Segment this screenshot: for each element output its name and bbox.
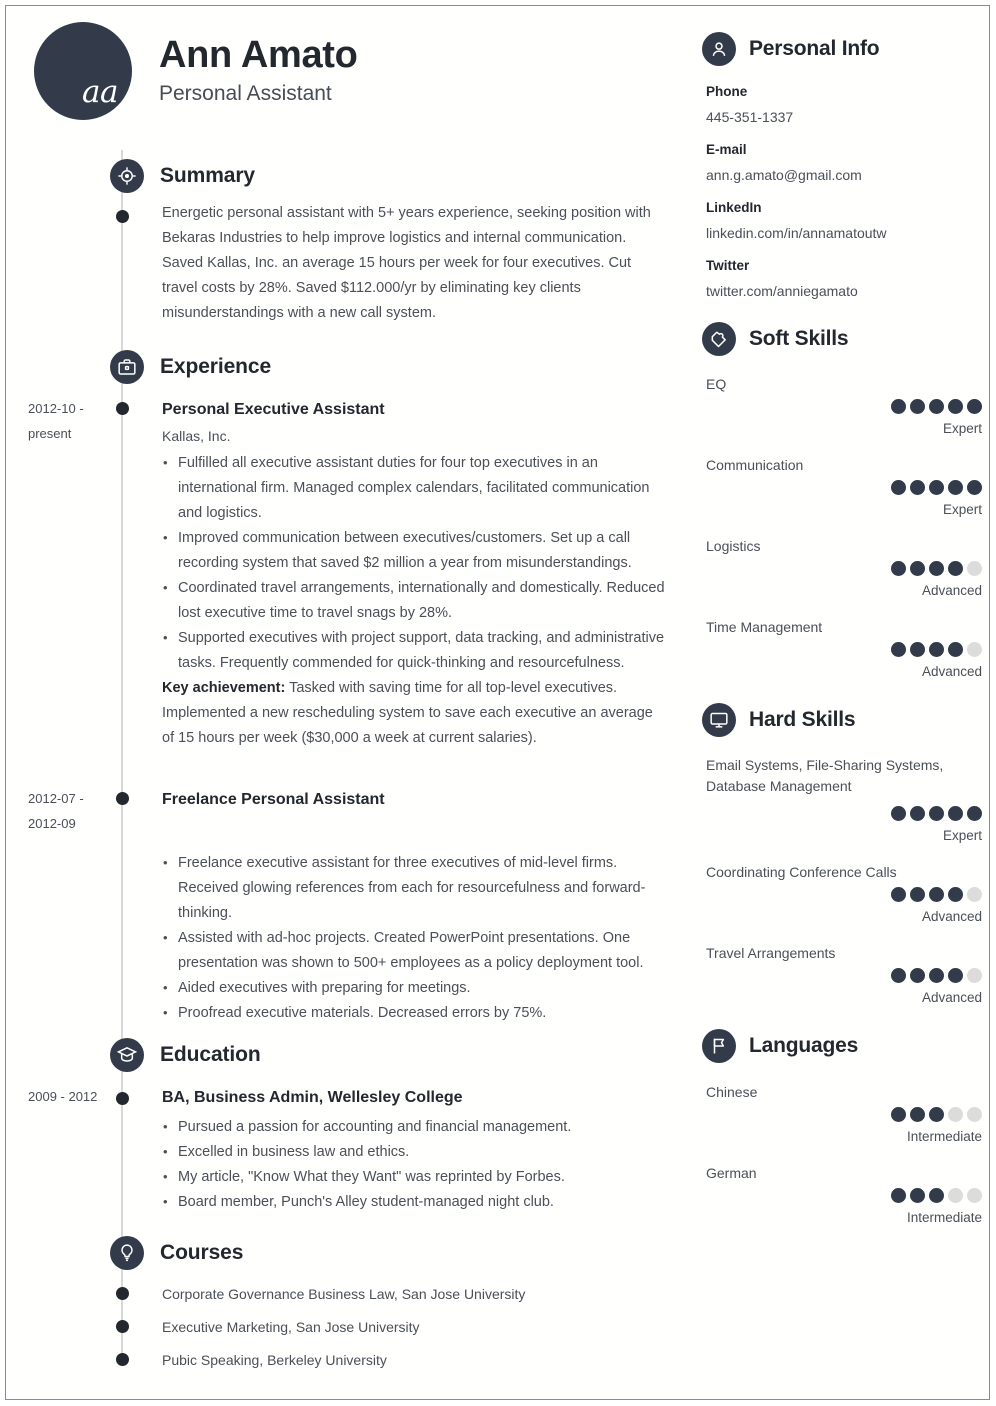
- monitor-icon: [702, 703, 736, 737]
- section-heading-hard-skills: [702, 703, 855, 737]
- timeline-dot: [116, 1320, 129, 1333]
- language-name-0: Chinese: [706, 1084, 758, 1100]
- experience-bullets-0: [162, 451, 667, 676]
- section-title-education: Education: [160, 1043, 261, 1066]
- section-heading-education: [110, 1038, 261, 1072]
- experience-date-0: 2012-10 - present: [28, 401, 84, 441]
- section-heading-personal-info: [702, 32, 879, 66]
- list-item: • Fulfilled all executive assistant duties for four top executives in an international firm. Managed complex calendars, facilitated communication and logistics.: [162, 451, 667, 526]
- timeline-dot: [116, 210, 129, 223]
- course-item-1: Executive Marketing, San Jose University: [162, 1319, 420, 1335]
- education-entry-0: [162, 1088, 667, 1215]
- avatar-initials: aa: [82, 74, 118, 110]
- experience-title-0: Personal Executive Assistant: [162, 401, 385, 418]
- key-achievement-text: Tasked with saving time for all top-level executives. Implemented a new rescheduling system to save each executive an average of 15 hours per week ($30,000 a week at current salaries).: [162, 679, 653, 746]
- avatar: [34, 22, 132, 120]
- timeline-dot: [116, 1092, 129, 1105]
- target-icon: [110, 159, 144, 193]
- experience-title-1: Freelance Personal Assistant: [162, 791, 385, 808]
- education-date-0: 2009 - 2012: [28, 1089, 98, 1104]
- summary-text: Energetic personal assistant with 5+ years experience, seeking position with Bekaras Industries to help improve logistics and internal communication. Saved Kallas, Inc. an average 15 hours per week for four executives. Cut travel costs by 28%. Saved $112.000/yr by eliminating key clients misunderstandings with a new call system.: [162, 205, 651, 321]
- contact-value-email[interactable]: ann.g.amato@gmail.com: [706, 167, 862, 183]
- key-achievement-0: [162, 676, 667, 751]
- experience-entry-0: [162, 400, 667, 751]
- job-title: Personal Assistant: [159, 81, 332, 105]
- header-text-block: [159, 33, 358, 106]
- soft-skill-rating-1: [891, 480, 982, 495]
- list-item: • Supported executives with project support, data tracking, and administrative tasks. Frequently commended for quick-thinking and resourcefulness.: [162, 626, 667, 676]
- experience-bullets-1: [162, 851, 667, 1026]
- timeline-spine: [121, 150, 123, 1365]
- hard-skill-level-1: Advanced: [921, 909, 982, 924]
- lightbulb-icon: [110, 1236, 144, 1270]
- contact-value-linkedin[interactable]: linkedin.com/in/annamatoutw: [706, 225, 887, 241]
- list-item: • Improved communication between executives/customers. Set up a call recording system that saved $2 million a year from misunderstandings.: [162, 526, 667, 576]
- list-item: • Aided executives with preparing for meetings.: [162, 976, 667, 1001]
- section-heading-experience: [110, 350, 271, 384]
- list-item: • Freelance executive assistant for three executives of mid-level firms. Received glowing references from each for resourcefulness and forward-thinking.: [162, 851, 667, 926]
- contact-label-phone: Phone: [706, 84, 748, 99]
- experience-company-0: Kallas, Inc.: [162, 427, 231, 444]
- person-icon: [702, 32, 736, 66]
- hard-skill-rating-0: [891, 806, 982, 821]
- soft-skill-rating-3: [891, 642, 982, 657]
- list-item: • Pursued a passion for accounting and financial management.: [162, 1115, 667, 1140]
- soft-skill-name-2: Logistics: [706, 538, 761, 554]
- contact-label-linkedin: LinkedIn: [706, 200, 762, 215]
- soft-skill-rating-0: [891, 399, 982, 414]
- timeline-dot: [116, 792, 129, 805]
- experience-entry-1: [162, 790, 667, 1026]
- list-item: • Proofread executive materials. Decreased errors by 75%.: [162, 1001, 667, 1026]
- hard-skill-rating-2: [891, 968, 982, 983]
- section-title-personal-info: Personal Info: [749, 37, 880, 60]
- section-title-experience: Experience: [160, 355, 272, 378]
- list-item: • Excelled in business law and ethics.: [162, 1140, 667, 1165]
- timeline-dot: [116, 402, 129, 415]
- course-item-2: Pubic Speaking, Berkeley University: [162, 1352, 387, 1368]
- right-sidebar: [698, 0, 983, 1393]
- hard-skill-level-2: Advanced: [921, 990, 982, 1005]
- hard-skill-rating-1: [891, 887, 982, 902]
- hard-skill-name-0: Email Systems, File-Sharing Systems, Database Management: [706, 757, 944, 794]
- timeline-dot: [116, 1353, 129, 1366]
- hard-skill-name-1: Coordinating Conference Calls: [706, 864, 897, 880]
- language-level-0: Intermediate: [906, 1129, 982, 1144]
- section-heading-soft-skills: [702, 322, 848, 356]
- list-item: • Assisted with ad-hoc projects. Created PowerPoint presentations. One presentation was shown to 500+ employees as a policy deployment tool.: [162, 926, 667, 976]
- section-title-soft-skills: Soft Skills: [749, 327, 849, 350]
- education-bullets-0: [162, 1115, 667, 1215]
- soft-skill-level-3: Advanced: [921, 664, 982, 679]
- contact-label-twitter: Twitter: [706, 258, 750, 273]
- section-title-summary: Summary: [160, 164, 256, 187]
- education-title-0: BA, Business Admin, Wellesley College: [162, 1089, 463, 1106]
- key-achievement-label: Key achievement:: [162, 679, 286, 696]
- soft-skill-rating-2: [891, 561, 982, 576]
- language-level-1: Intermediate: [906, 1210, 982, 1225]
- section-title-languages: Languages: [749, 1034, 859, 1057]
- timeline-dot: [116, 1287, 129, 1300]
- list-item: • Board member, Punch's Alley student-managed night club.: [162, 1190, 667, 1215]
- hard-skill-level-0: Expert: [942, 828, 982, 843]
- section-heading-courses: [110, 1236, 243, 1270]
- soft-skill-level-0: Expert: [942, 421, 982, 436]
- section-title-hard-skills: Hard Skills: [749, 708, 856, 731]
- section-title-courses: Courses: [160, 1241, 244, 1264]
- flag-icon: [702, 1029, 736, 1063]
- resume-header: [34, 22, 358, 120]
- hard-skill-name-2: Travel Arrangements: [706, 945, 836, 961]
- language-rating-0: [891, 1107, 982, 1122]
- language-rating-1: [891, 1188, 982, 1203]
- page-title: Ann Amato: [159, 33, 358, 76]
- puzzle-heart-icon: [702, 322, 736, 356]
- course-item-0: Corporate Governance Business Law, San Jose University: [162, 1286, 526, 1302]
- experience-company-1: [162, 814, 667, 839]
- experience-date-1: 2012-07 - 2012-09: [28, 791, 84, 831]
- briefcase-icon: [110, 350, 144, 384]
- contact-value-phone[interactable]: 445-351-1337: [706, 109, 794, 125]
- list-item: • My article, "Know What they Want" was reprinted by Forbes.: [162, 1165, 667, 1190]
- section-heading-summary: [110, 159, 255, 193]
- soft-skill-name-3: Time Management: [706, 619, 823, 635]
- section-heading-languages: [702, 1029, 858, 1063]
- soft-skill-level-1: Expert: [942, 502, 982, 517]
- language-name-1: German: [706, 1165, 757, 1181]
- graduation-cap-icon: [110, 1038, 144, 1072]
- contact-value-twitter[interactable]: twitter.com/anniegamato: [706, 283, 858, 299]
- list-item: • Coordinated travel arrangements, internationally and domestically. Reduced lost executive time to travel snags by 28%.: [162, 576, 667, 626]
- soft-skill-name-1: Communication: [706, 457, 804, 473]
- soft-skill-level-2: Advanced: [921, 583, 982, 598]
- contact-label-email: E-mail: [706, 142, 747, 157]
- soft-skill-name-0: EQ: [706, 376, 727, 392]
